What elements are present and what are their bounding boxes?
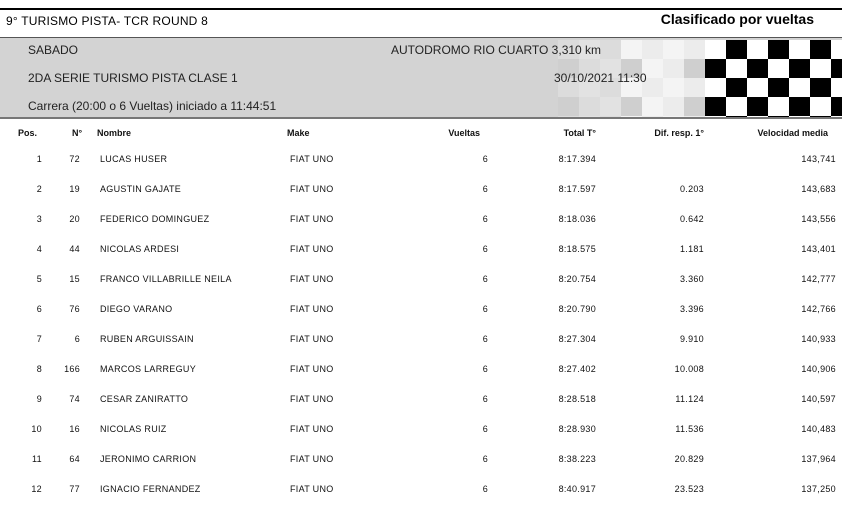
cell-num: 166	[64, 364, 80, 374]
cell-speed: 140,483	[801, 424, 836, 434]
cell-name: JERONIMO CARRION	[100, 454, 197, 464]
cell-num: 19	[69, 184, 80, 194]
cell-laps: 6	[482, 214, 488, 224]
cell-pos: 10	[31, 424, 42, 434]
cell-total: 8:40.917	[558, 484, 596, 494]
cell-total: 8:18.036	[558, 214, 596, 224]
cell-diff: 10.008	[674, 364, 704, 374]
cell-diff: 3.360	[679, 274, 704, 284]
cell-laps: 6	[482, 394, 488, 404]
band-bottom-rule	[0, 117, 842, 119]
cell-speed: 143,741	[801, 154, 836, 164]
cell-total: 8:27.304	[558, 334, 596, 344]
col-header-laps: Vueltas	[448, 128, 480, 138]
col-header-make: Make	[287, 128, 310, 138]
cell-pos: 8	[36, 364, 42, 374]
cell-name: LUCAS HUSER	[100, 154, 168, 164]
cell-speed: 137,964	[801, 454, 836, 464]
cell-total: 8:28.518	[558, 394, 596, 404]
cell-name: FEDERICO DOMINGUEZ	[100, 214, 210, 224]
col-header-name: Nombre	[97, 128, 132, 138]
cell-name: CESAR ZANIRATTO	[100, 394, 189, 404]
table-row	[0, 394, 842, 424]
cell-total: 8:20.754	[558, 274, 596, 284]
cell-name: RUBEN ARGUISSAIN	[100, 334, 194, 344]
cell-diff: 9.910	[679, 334, 704, 344]
cell-pos: 12	[31, 484, 42, 494]
cell-laps: 6	[482, 334, 488, 344]
cell-make: FIAT UNO	[290, 184, 334, 194]
event-day: SABADO	[28, 43, 79, 57]
cell-total: 8:17.394	[558, 154, 596, 164]
cell-laps: 6	[482, 184, 488, 194]
cell-num: 74	[69, 394, 80, 404]
table-row	[0, 454, 842, 484]
cell-pos: 2	[36, 184, 42, 194]
cell-name: DIEGO VARANO	[100, 304, 173, 314]
cell-laps: 6	[482, 424, 488, 434]
table-row	[0, 184, 842, 214]
cell-speed: 137,250	[801, 484, 836, 494]
cell-diff: 11.536	[675, 424, 704, 434]
cell-num: 72	[69, 154, 80, 164]
cell-laps: 6	[482, 484, 488, 494]
cell-make: FIAT UNO	[290, 154, 334, 164]
cell-name: NICOLAS RUIZ	[100, 424, 167, 434]
cell-diff: 11.124	[675, 394, 704, 404]
table-row	[0, 304, 842, 334]
cell-name: AGUSTIN GAJATE	[100, 184, 182, 194]
cell-speed: 140,906	[801, 364, 836, 374]
cell-name: IGNACIO FERNANDEZ	[100, 484, 201, 494]
cell-laps: 6	[482, 454, 488, 464]
table-row	[0, 154, 842, 184]
table-row	[0, 214, 842, 244]
cell-laps: 6	[482, 304, 488, 314]
cell-num: 76	[69, 304, 80, 314]
cell-num: 20	[69, 214, 80, 224]
cell-num: 15	[69, 274, 80, 284]
cell-laps: 6	[482, 364, 488, 374]
cell-num: 64	[69, 454, 80, 464]
cell-diff: 3.396	[679, 304, 704, 314]
cell-speed: 140,597	[801, 394, 836, 404]
cell-laps: 6	[482, 154, 488, 164]
series-name: 2DA SERIE TURISMO PISTA CLASE 1	[28, 71, 238, 85]
col-header-pos: Pos.	[18, 128, 38, 138]
cell-name: MARCOS LARREGUY	[100, 364, 197, 374]
col-header-speed: Velocidad media	[757, 128, 828, 138]
cell-make: FIAT UNO	[290, 214, 334, 224]
cell-diff: 20.829	[674, 454, 704, 464]
race-info: Carrera (20:00 o 6 Vueltas) iniciado a 11:44:51	[28, 99, 277, 113]
table-row	[0, 364, 842, 394]
cell-make: FIAT UNO	[290, 334, 334, 344]
cell-make: FIAT UNO	[290, 424, 334, 434]
cell-total: 8:28.930	[558, 424, 596, 434]
cell-pos: 6	[36, 304, 42, 314]
cell-total: 8:27.402	[558, 364, 596, 374]
cell-diff: 0.642	[679, 214, 704, 224]
cell-laps: 6	[482, 244, 488, 254]
cell-make: FIAT UNO	[290, 244, 334, 254]
cell-name: NICOLAS ARDESI	[100, 244, 180, 254]
cell-speed: 140,933	[801, 334, 836, 344]
cell-laps: 6	[482, 274, 488, 284]
cell-pos: 9	[36, 394, 42, 404]
col-header-num: N°	[72, 128, 83, 138]
cell-num: 16	[69, 424, 80, 434]
cell-pos: 3	[36, 214, 42, 224]
cell-make: FIAT UNO	[290, 394, 334, 404]
cell-make: FIAT UNO	[290, 304, 334, 314]
cell-make: FIAT UNO	[290, 454, 334, 464]
table-row	[0, 424, 842, 454]
col-header-diff: Dif. resp. 1°	[654, 128, 704, 138]
classification-label: Clasificado por vueltas	[660, 11, 814, 27]
cell-total: 8:38.223	[558, 454, 596, 464]
cell-pos: 1	[36, 154, 42, 164]
cell-num: 44	[69, 244, 80, 254]
event-datetime: 30/10/2021 11:30	[554, 71, 647, 85]
page-title: 9° TURISMO PISTA- TCR ROUND 8	[6, 14, 208, 28]
table-row	[0, 274, 842, 304]
cell-make: FIAT UNO	[290, 364, 334, 374]
cell-speed: 142,777	[801, 274, 836, 284]
cell-name: FRANCO VILLABRILLE NEILA	[100, 274, 232, 284]
cell-diff: 0.203	[679, 184, 704, 194]
top-rule	[0, 8, 842, 10]
cell-num: 6	[74, 334, 80, 344]
col-header-total: Total T°	[563, 128, 596, 138]
cell-speed: 143,556	[801, 214, 836, 224]
cell-num: 77	[69, 484, 80, 494]
cell-pos: 7	[36, 334, 42, 344]
cell-make: FIAT UNO	[290, 484, 334, 494]
cell-speed: 143,683	[801, 184, 836, 194]
cell-pos: 4	[36, 244, 42, 254]
cell-diff: 1.181	[679, 244, 704, 254]
cell-diff: 23.523	[674, 484, 704, 494]
table-row	[0, 484, 842, 514]
table-row	[0, 334, 842, 364]
cell-total: 8:17.597	[558, 184, 596, 194]
cell-pos: 11	[32, 454, 42, 464]
circuit-name: AUTODROMO RIO CUARTO 3,310 km	[391, 43, 602, 57]
cell-pos: 5	[36, 274, 42, 284]
cell-speed: 143,401	[801, 244, 836, 254]
table-row	[0, 244, 842, 274]
cell-make: FIAT UNO	[290, 274, 334, 284]
cell-total: 8:20.790	[558, 304, 596, 314]
cell-total: 8:18.575	[558, 244, 596, 254]
cell-speed: 142,766	[801, 304, 836, 314]
